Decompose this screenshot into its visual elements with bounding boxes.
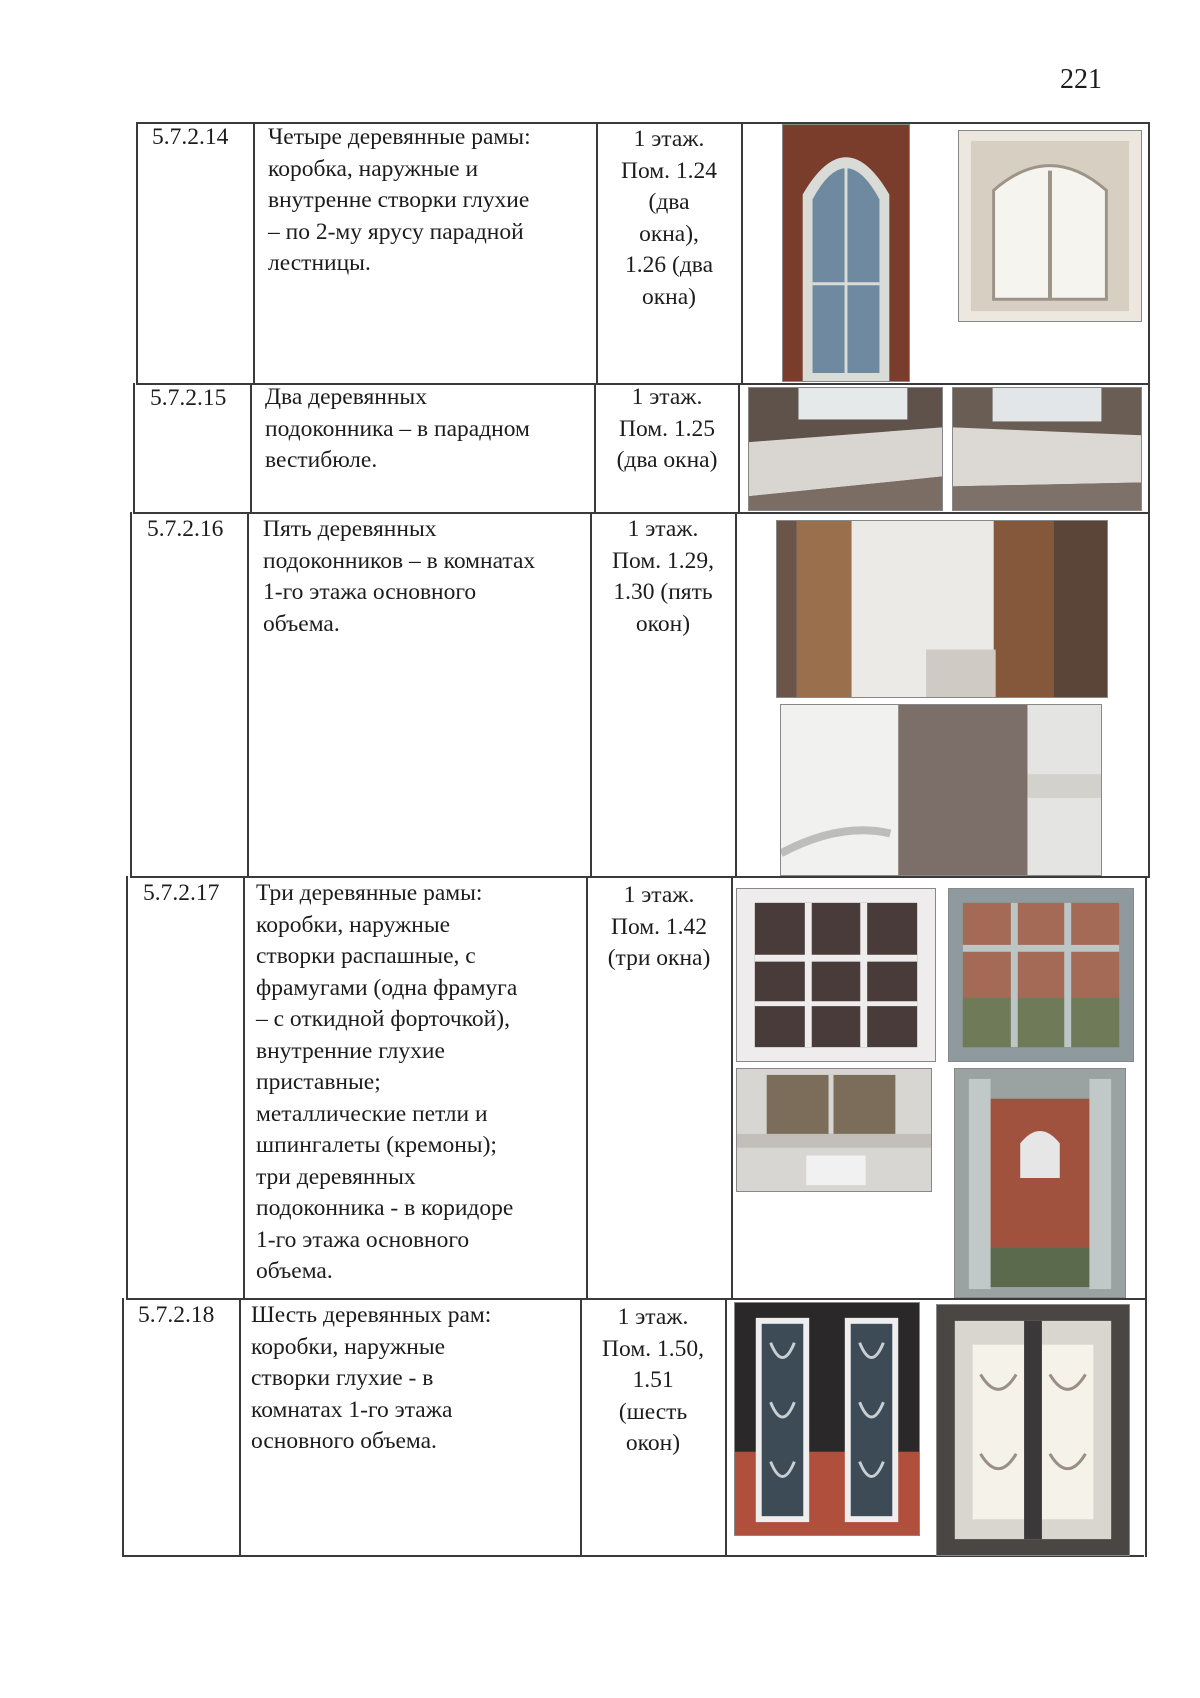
row-code: 5.7.2.18 xyxy=(138,1302,215,1328)
corridor-window-open-photo xyxy=(954,1068,1126,1298)
page-number: 221 xyxy=(1060,64,1102,95)
arched-window-brick-photo xyxy=(782,124,910,382)
corridor-window-photo-1 xyxy=(736,888,936,1062)
row-location: 1 этаж. Пом. 1.50, 1.51 (шесть окон) xyxy=(602,1304,704,1456)
curtained-window-photo xyxy=(776,520,1108,698)
row-location: 1 этаж. Пом. 1.29, 1.30 (пять окон) xyxy=(612,516,714,637)
row-code: 5.7.2.15 xyxy=(150,385,227,411)
grilled-window-interior-photo xyxy=(936,1304,1130,1556)
row-description: Три деревянные рамы: коробки, наружные створки распашные, с фрамугами (одна фрамуга – с откидной форточкой), внутренние глухие приставные; металлические петли и шпингалеты (кремоны); три деревянных подоконника - в коридоре 1-го этажа основного объема. xyxy=(256,880,518,1284)
row-code: 5.7.2.16 xyxy=(147,516,224,542)
arched-double-window-photo xyxy=(958,130,1142,322)
windowsill-corner-photo xyxy=(780,704,1102,876)
row-location: 1 этаж. Пом. 1.25 (два окна) xyxy=(616,384,718,473)
windowsill-vestibule-photo-2 xyxy=(952,387,1142,511)
row-code: 5.7.2.17 xyxy=(143,880,220,906)
grilled-windows-facade-photo xyxy=(734,1302,920,1536)
windowsill-vestibule-photo-1 xyxy=(748,387,943,511)
row-description: Пять деревянных подоконников – в комнатах 1-го этажа основного объема. xyxy=(263,516,536,637)
row-description: Два деревянных подоконника – в парадном вестибюле. xyxy=(265,384,530,473)
row-location: 1 этаж. Пом. 1.24 (два окна), 1.26 (два окна) xyxy=(620,126,718,310)
corridor-window-photo-2 xyxy=(948,888,1134,1062)
row-code: 5.7.2.14 xyxy=(152,124,229,150)
corridor-window-sill-photo xyxy=(736,1068,932,1192)
row-location: 1 этаж. Пом. 1.42 (три окна) xyxy=(607,882,711,971)
row-description: Шесть деревянных рам: коробки, наружные створки глухие - в комнатах 1-го этажа основного объема. xyxy=(251,1302,492,1454)
row-description: Четыре деревянные рамы: коробка, наружные и внутренне створки глухие – по 2-му ярусу парадной лестницы. xyxy=(268,124,531,276)
